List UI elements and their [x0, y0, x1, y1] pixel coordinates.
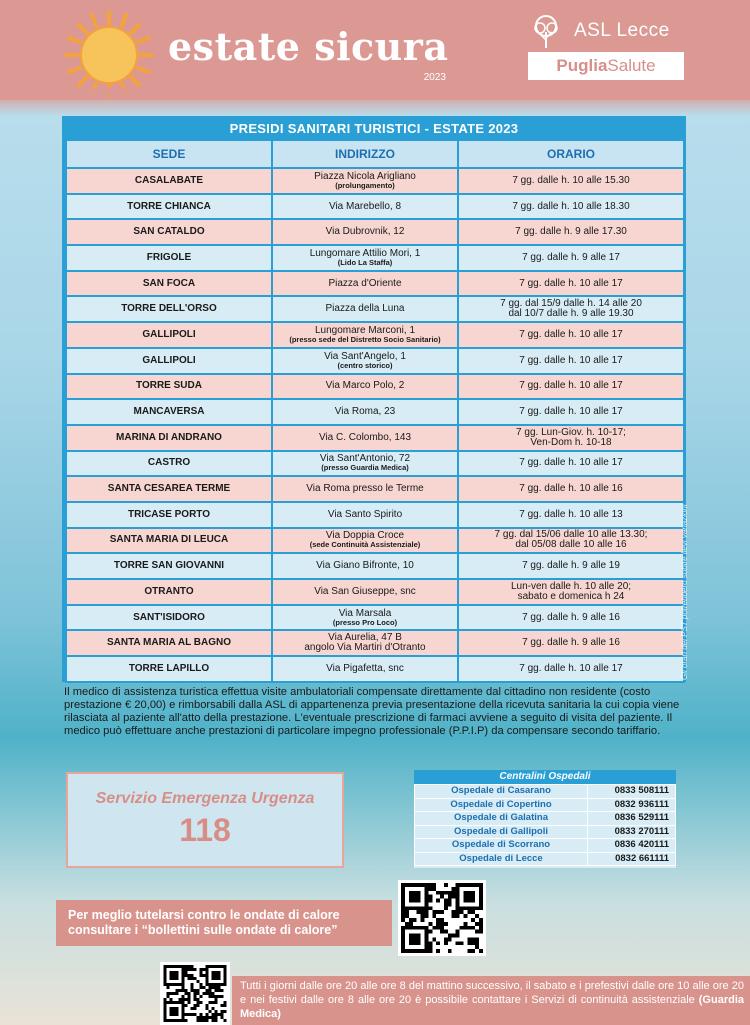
cell-indirizzo [272, 451, 458, 477]
cell-orario [458, 502, 684, 528]
orario-main: 7 gg. dalle h. 10 alle 17 [519, 354, 623, 366]
asl-logo [528, 14, 688, 80]
cell-orario [458, 451, 684, 477]
orario-main: 7 gg. dal 15/9 dalle h. 14 alle 20 [500, 298, 642, 310]
indirizzo-main: Via San Giuseppe, snc [314, 585, 416, 597]
cell-orario [458, 194, 684, 220]
cell-orario [458, 656, 684, 682]
cell-orario [458, 245, 684, 271]
cell-indirizzo [272, 579, 458, 605]
cell-sede: GALLIPOLI [66, 322, 272, 348]
calore-box [56, 900, 392, 946]
table-row [66, 399, 684, 425]
indirizzo-main: Via C. Colombo, 143 [318, 431, 412, 443]
table-row [66, 579, 684, 605]
guardia-medica-box [232, 976, 750, 1025]
centralino-row [415, 798, 676, 812]
header-fringe [0, 88, 750, 116]
cell-indirizzo [272, 271, 458, 297]
orario-main: 7 gg. Lun-Giov. h. 10-17; [516, 426, 626, 438]
orario-line2: dal 10/7 dalle h. 9 alle 19.30 [508, 308, 634, 320]
calore-text: Per meglio tutelarsi contro le ondate di calore consultare i “bollettini sulle ondate di calore” [68, 908, 340, 937]
orario-main: 7 gg. dalle h. 9 alle 16 [522, 611, 620, 623]
orario-main: 7 gg. dalle h. 9 alle 17.30 [515, 226, 627, 238]
indirizzo-main: Piazza Nicola Arigliano [314, 170, 416, 182]
orario-line2: dal 05/08 dalle 10 alle 16 [515, 539, 627, 551]
table-row [66, 656, 684, 682]
table-body [66, 168, 684, 682]
cell-indirizzo [272, 553, 458, 579]
title-logo [168, 14, 458, 84]
cell-orario [458, 322, 684, 348]
table-row [66, 630, 684, 656]
hospital-name: Ospedale di Copertino [415, 798, 588, 812]
centralino-row [415, 812, 676, 826]
guardia-text [240, 979, 744, 1021]
indirizzo-main: Via Santo Spirito [327, 508, 403, 520]
cell-sede: TORRE SUDA [66, 374, 272, 400]
puglia-salute-brand [528, 52, 684, 80]
cell-sede: GALLIPOLI [66, 348, 272, 374]
table-row [66, 245, 684, 271]
cell-sede: TRICASE PORTO [66, 502, 272, 528]
orario-main: 7 gg. dalle h. 10 alle 18.30 [512, 200, 630, 212]
hospital-phone[interactable]: 0832 661111 [588, 852, 676, 866]
hospital-name: Ospedale di Casarano [415, 785, 588, 799]
centralini-title: Centralini Ospedali [414, 770, 676, 784]
centralino-row [415, 825, 676, 839]
cell-orario [458, 425, 684, 451]
hospital-name: Ospedale di Scorrano [415, 839, 588, 853]
presidi-table [62, 116, 686, 682]
orario-line2: sabato e domenica h 24 [517, 590, 625, 602]
cell-orario [458, 399, 684, 425]
indirizzo-main: Via Dubrovnik, 12 [325, 226, 405, 238]
emergency-number: 118 [179, 812, 231, 848]
indirizzo-main: Via Doppia Croce [325, 530, 405, 542]
column-header-sede: SEDE [66, 140, 272, 168]
column-header-indirizzo: INDIRIZZO [272, 140, 458, 168]
hospital-phone[interactable]: 0833 508111 [588, 785, 676, 799]
indirizzo-note: (centro storico) [337, 360, 393, 370]
cell-orario [458, 605, 684, 631]
indirizzo-main: Via Roma, 23 [334, 406, 396, 418]
orario-main: 7 gg. dalle h. 10 alle 17 [519, 328, 623, 340]
cell-indirizzo [272, 219, 458, 245]
header-banner [0, 0, 750, 100]
cell-sede: SANT'ISIDORO [66, 605, 272, 631]
cell-indirizzo [272, 399, 458, 425]
hospital-name: Ospedale di Gallipoli [415, 825, 588, 839]
qr-code[interactable] [398, 880, 486, 956]
cell-sede: TORRE CHIANCA [66, 194, 272, 220]
centralino-row [415, 839, 676, 853]
cell-orario [458, 348, 684, 374]
brand-part-a: Puglia [556, 56, 608, 75]
cell-orario [458, 528, 684, 554]
orario-main: 7 gg. dal 15/06 dalle 10 alle 13.30; [494, 529, 648, 541]
cell-indirizzo [272, 348, 458, 374]
hospital-name: Ospedale di Galatina [415, 812, 588, 826]
emergency-box [66, 772, 344, 868]
indirizzo-note: (presso Pro Loco) [332, 617, 398, 627]
cell-indirizzo [272, 168, 458, 194]
indirizzo-note: (Lido La Staffa) [337, 257, 393, 267]
hospital-phone[interactable]: 0836 529111 [588, 812, 676, 826]
orario-main: 7 gg. dalle h. 10 alle 17 [519, 380, 623, 392]
cell-orario [458, 296, 684, 322]
side-note: Gli orari dei PST potrebbero subire lievi variazioni [680, 504, 689, 680]
orario-main: 7 gg. dalle h. 10 alle 17 [519, 406, 623, 418]
asl-name: ASL Lecce [574, 20, 670, 41]
cell-indirizzo [272, 425, 458, 451]
cell-indirizzo [272, 630, 458, 656]
orario-main: 7 gg. dalle h. 10 alle 15.30 [512, 174, 630, 186]
hospital-name: Ospedale di Lecce [415, 852, 588, 866]
table-row [66, 451, 684, 477]
cell-sede: OTRANTO [66, 579, 272, 605]
indirizzo-main: Lungomare Marconi, 1 [314, 324, 416, 336]
indirizzo-note: (presso Guardia Medica) [321, 463, 409, 473]
info-paragraph: Il medico di assistenza turistica effettua visite ambulatoriali compensate direttamente dal cittadino non residente (costo prestazione € 20,00) e rimborsabili dalla ASL di appartenenza previa presentazione della ricevuta sanitaria la cui copia viene rilasciata al paziente all'atto della prestazione. L'eventuale prescrizione di farmaci avviene a seguito di visita del paziente. Il medico può effettuare anche prestazioni di particolare impegno professionale (P.P.I.P) da compensare secondo tariffario. [64, 686, 680, 737]
hospital-phone[interactable]: 0833 270111 [588, 825, 676, 839]
cell-sede: SAN CATALDO [66, 219, 272, 245]
presidi-grid [65, 139, 685, 683]
indirizzo-note: angolo Via Martiri d'Otranto [304, 642, 426, 654]
cell-indirizzo [272, 296, 458, 322]
table-row [66, 605, 684, 631]
indirizzo-main: Via Giano Bifronte, 10 [316, 560, 414, 572]
orario-main: Lun-ven dalle h. 10 alle 20; [510, 580, 632, 592]
cell-indirizzo [272, 605, 458, 631]
cell-orario [458, 271, 684, 297]
table-row [66, 271, 684, 297]
table-row [66, 476, 684, 502]
orario-main: 7 gg. dalle h. 9 alle 16 [522, 637, 620, 649]
orario-main: 7 gg. dalle h. 10 alle 16 [519, 483, 623, 495]
orario-main: 7 gg. dalle h. 10 alle 17 [519, 277, 623, 289]
indirizzo-main: Via Pigafetta, snc [326, 662, 404, 674]
table-row [66, 194, 684, 220]
indirizzo-note: (sede Continuità Assistenziale) [309, 540, 421, 550]
cell-sede: SANTA MARIA DI LEUCA [66, 528, 272, 554]
cell-indirizzo [272, 322, 458, 348]
cell-indirizzo [272, 502, 458, 528]
page-title: estate sicura [168, 24, 449, 69]
indirizzo-main: Via Marco Polo, 2 [325, 380, 405, 392]
cell-orario [458, 630, 684, 656]
table-row [66, 425, 684, 451]
orario-main: 7 gg. dalle h. 9 alle 19 [522, 560, 620, 572]
indirizzo-main: Piazza della Luna [325, 303, 405, 315]
centralini-box [414, 770, 676, 868]
centralino-row [415, 785, 676, 799]
orario-main: 7 gg. dalle h. 9 alle 17 [522, 251, 620, 263]
cell-sede: TORRE SAN GIOVANNI [66, 553, 272, 579]
indirizzo-main: Lungomare Attilio Mori, 1 [309, 247, 421, 259]
cell-sede: CASTRO [66, 451, 272, 477]
hospital-phone[interactable]: 0836 420111 [588, 839, 676, 853]
cell-sede: FRIGOLE [66, 245, 272, 271]
table-row [66, 502, 684, 528]
indirizzo-main: Via Roma presso le Terme [306, 483, 424, 495]
guardia-body: Tutti i giorni dalle ore 20 alle ore 8 del mattino successivo, il sabato e i prefestivi dalle ore 10 alle ore 20 e nei festivi dalle ore 8 alle ore 20 è possibile contattare i Servizi di continuità assistenziale [240, 980, 744, 1006]
column-header-orario: ORARIO [458, 140, 684, 168]
title-year: 2023 [423, 72, 446, 83]
cell-sede: TORRE DELL'ORSO [66, 296, 272, 322]
emergency-label: Servizio Emergenza Urgenza [95, 790, 315, 807]
indirizzo-main: Piazza d'Oriente [328, 277, 402, 289]
centralini-table [414, 784, 676, 866]
cell-sede: SANTA MARIA AL BAGNO [66, 630, 272, 656]
cell-orario [458, 219, 684, 245]
cell-indirizzo [272, 476, 458, 502]
table-row [66, 528, 684, 554]
indirizzo-main: Via Sant'Antonio, 72 [319, 453, 411, 465]
cell-orario [458, 374, 684, 400]
orario-main: 7 gg. dalle h. 10 alle 17 [519, 457, 623, 469]
cell-sede: SAN FOCA [66, 271, 272, 297]
table-row [66, 322, 684, 348]
cell-orario [458, 476, 684, 502]
cell-indirizzo [272, 374, 458, 400]
sun-logo [64, 10, 154, 100]
cell-sede: MANCAVERSA [66, 399, 272, 425]
hospital-phone[interactable]: 0832 936111 [588, 798, 676, 812]
cell-sede: CASALABATE [66, 168, 272, 194]
cell-indirizzo [272, 656, 458, 682]
table-header-row [66, 140, 684, 168]
asl-tree-icon [528, 14, 564, 50]
indirizzo-note: (prolungamento) [335, 180, 395, 190]
cell-indirizzo [272, 194, 458, 220]
table-row [66, 348, 684, 374]
cell-sede: MARINA DI ANDRANO [66, 425, 272, 451]
orario-main: 7 gg. dalle h. 10 alle 13 [519, 508, 623, 520]
centralini-body [415, 785, 676, 866]
orario-line2: Ven-Dom h. 10-18 [530, 436, 612, 448]
cell-indirizzo [272, 245, 458, 271]
guardia-emphasis: (Guardia Medica) [240, 994, 744, 1020]
table-row [66, 296, 684, 322]
table-row [66, 219, 684, 245]
brand-part-b: Salute [607, 56, 656, 75]
centralino-row [415, 852, 676, 866]
cell-sede: SANTA CESAREA TERME [66, 476, 272, 502]
orario-main: 7 gg. dalle h. 10 alle 17 [519, 662, 623, 674]
table-row [66, 553, 684, 579]
cell-orario [458, 553, 684, 579]
indirizzo-note: (presso sede del Distretto Socio Sanitario) [289, 334, 441, 344]
table-title: PRESIDI SANITARI TURISTICI - ESTATE 2023 [65, 119, 683, 139]
indirizzo-main: Via Marebello, 8 [328, 200, 402, 212]
indirizzo-main: Via Marsala [338, 607, 392, 619]
cell-indirizzo [272, 528, 458, 554]
cell-orario [458, 579, 684, 605]
qr-code[interactable] [160, 962, 230, 1025]
table-row [66, 168, 684, 194]
table-row [66, 374, 684, 400]
indirizzo-main: Via Sant'Angelo, 1 [324, 350, 406, 362]
cell-sede: TORRE LAPILLO [66, 656, 272, 682]
cell-orario [458, 168, 684, 194]
indirizzo-main: Via Aurelia, 47 B [328, 632, 402, 644]
